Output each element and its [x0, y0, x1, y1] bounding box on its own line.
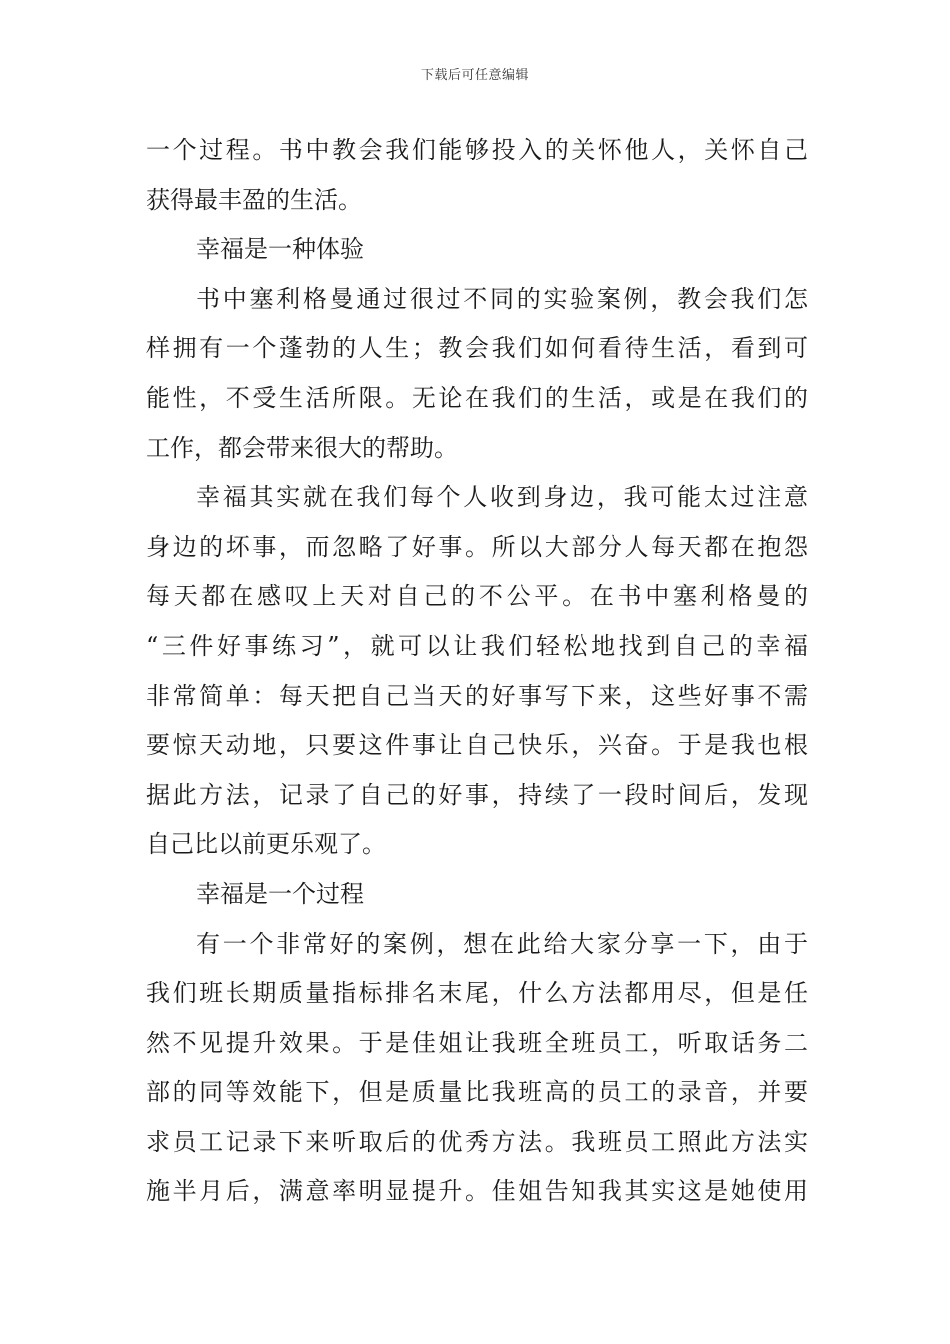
page-header-note: 下载后可任意编辑 — [420, 68, 529, 83]
text-line: 工作，都会带来很大的帮助。 — [146, 433, 458, 462]
section-heading: 幸福是一个过程 — [196, 879, 364, 908]
text-line: 每天都在感叹上天对自己的不公平。在书中塞利格曼的 — [146, 582, 808, 611]
text-line: 求员工记录下来听取后的优秀方法。我班员工照此方法实 — [146, 1127, 808, 1156]
text-line: 部的同等效能下，但是质量比我班高的员工的录音，并要 — [146, 1078, 808, 1107]
text-line: 获得最丰盈的生活。 — [146, 185, 362, 214]
text-line: 幸福其实就在我们每个人收到身边，我可能太过注意 — [196, 483, 808, 512]
text-line: 能性，不受生活所限。无论在我们的生活，或是在我们的 — [146, 383, 808, 412]
text-line: 身边的坏事，而忽略了好事。所以大部分人每天都在抱怨 — [146, 532, 808, 561]
text-line: “三件好事练习”，就可以让我们轻松地找到自己的幸福 — [146, 631, 808, 660]
text-line: 据此方法，记录了自己的好事，持续了一段时间后，发现 — [146, 780, 808, 809]
text-line: 非常简单：每天把自己当天的好事写下来，这些好事不需 — [146, 681, 808, 710]
text-line: 施半月后，满意率明显提升。佳姐告知我其实这是她使用 — [146, 1177, 808, 1206]
section-heading: 幸福是一种体验 — [196, 235, 364, 264]
text-line: 自己比以前更乐观了。 — [146, 830, 386, 859]
text-line: 有一个非常好的案例，想在此给大家分享一下，由于 — [196, 929, 808, 958]
text-line: 然不见提升效果。于是佳姐让我班全班员工，听取话务二 — [146, 1028, 808, 1057]
document-body — [146, 126, 808, 1217]
text-line: 我们班长期质量指标排名末尾，什么方法都用尽，但是任 — [146, 979, 808, 1008]
text-line: 书中塞利格曼通过很过不同的实验案例，教会我们怎 — [196, 284, 808, 313]
text-line: 一个过程。书中教会我们能够投入的关怀他人，关怀自己 — [146, 136, 808, 164]
text-line: 样拥有一个蓬勃的人生；教会我们如何看待生活，看到可 — [146, 334, 808, 363]
text-line: 要惊天动地，只要这件事让自己快乐，兴奋。于是我也根 — [146, 731, 808, 760]
